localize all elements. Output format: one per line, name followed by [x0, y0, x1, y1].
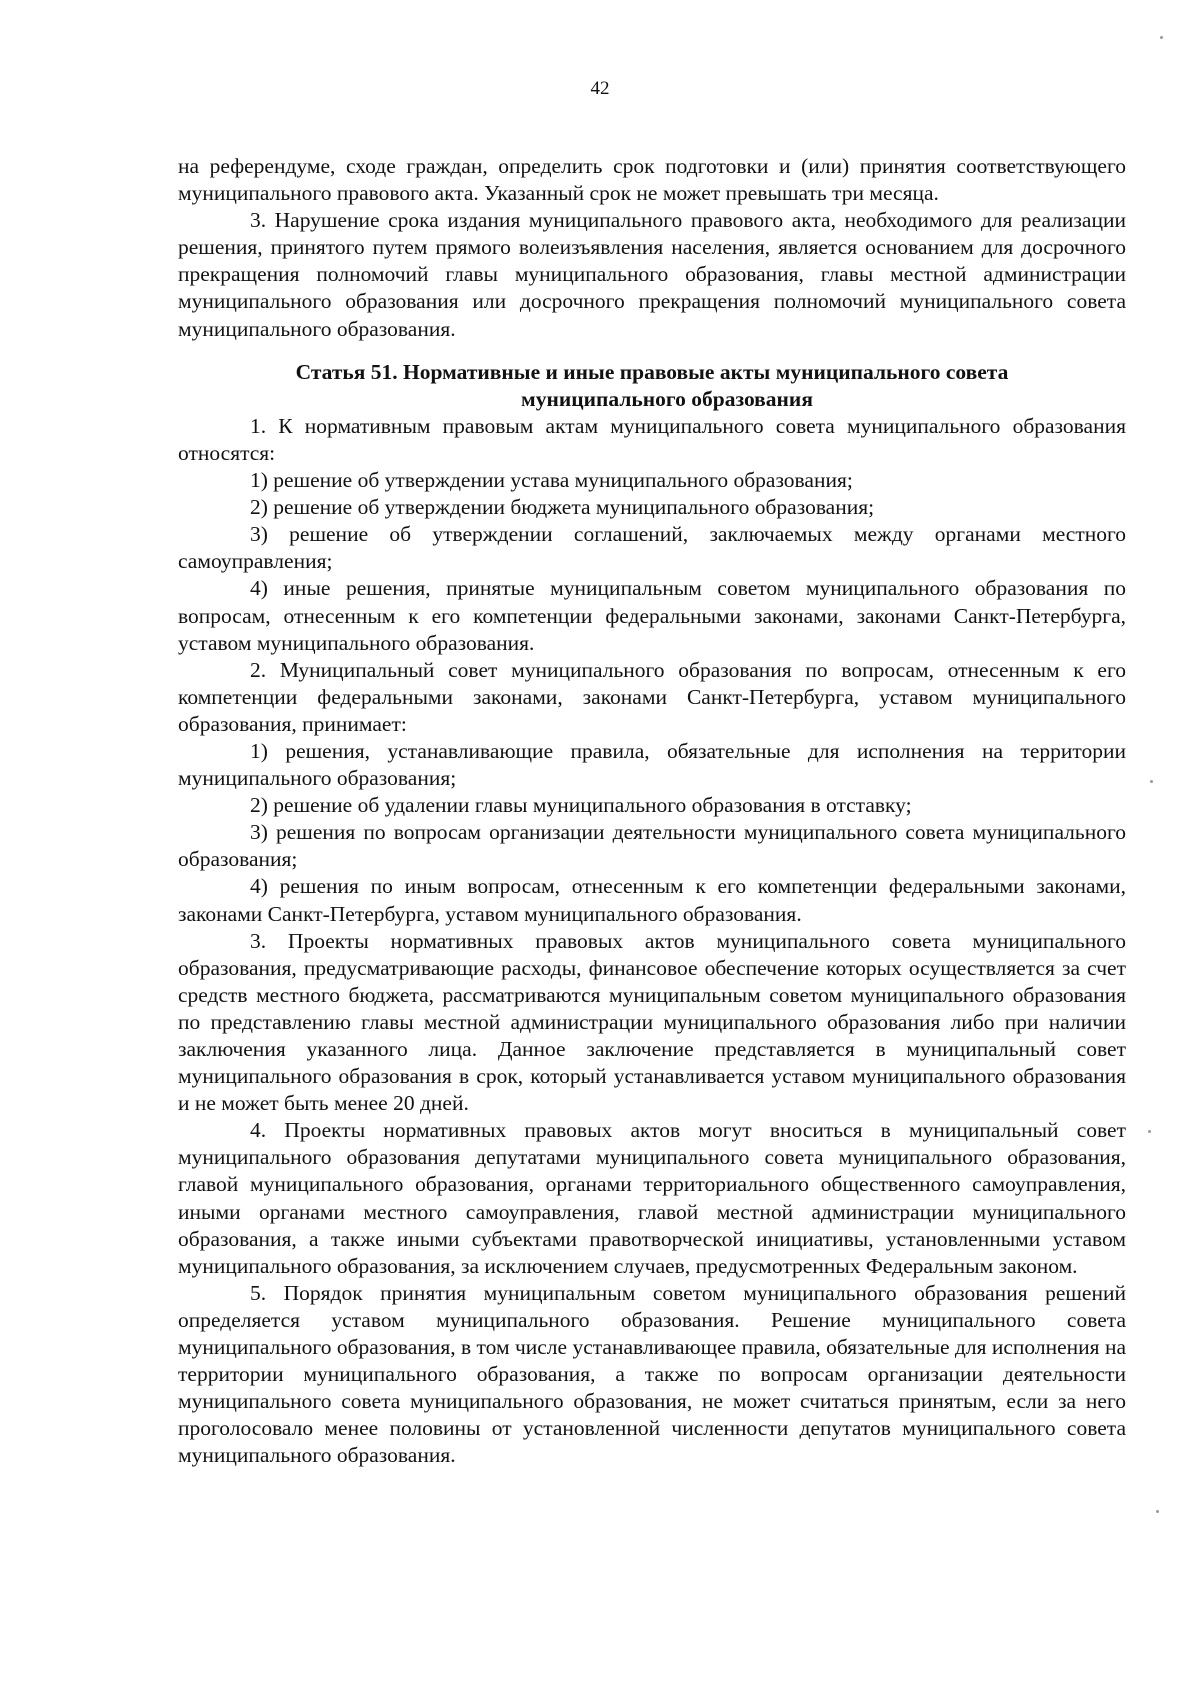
paragraph: 5. Порядок принятия муниципальным советом муниципального образования решений определяется уставом муниципального образования. Решение муниципального совета муниципального образования, в том числе устанавливающее правила, обязательные для исполнения на территории муниципального образования, а также по вопросам организации деятельности муниципального совета муниципального образования, не может считаться принятым, если за него проголосовало менее половины от установленной численности депутатов муниципального совета муниципального образования. — [178, 1280, 1126, 1468]
paragraph-continuation: на референдуме, сходе граждан, определить срок подготовки и (или) принятия соответствующего муниципального правового акта. Указанный срок не может превышать три месяца. — [178, 154, 1126, 206]
scan-speck — [1148, 1130, 1151, 1133]
paragraph: 2. Муниципальный совет муниципального образования по вопросам, отнесенным к его компетенции федеральными законами, законами Санкт-Петербурга, уставом муниципального образования, принимает: — [178, 657, 1126, 736]
list-item: 3) решения по вопросам организации деятельности муниципального совета муниципального образования; — [178, 820, 1126, 872]
article-title — [178, 359, 1126, 413]
list-item: 2) решение об удалении главы муниципального образования в отставку; — [250, 793, 912, 818]
scan-speck — [1156, 1510, 1159, 1513]
list-item: 2) решение об утверждении бюджета муниципального образования; — [250, 495, 875, 520]
article-title-line: муниципального образования — [521, 386, 813, 411]
document-body — [178, 153, 1126, 1470]
scan-speck — [1150, 780, 1153, 783]
list-item: 1) решения, устанавливающие правила, обязательные для исполнения на территории муниципального образования; — [178, 738, 1126, 791]
page-number: 42 — [590, 78, 610, 99]
list-item: 3) решение об утверждении соглашений, заключаемых между органами местного самоуправления; — [178, 522, 1126, 574]
list-item: 4) решения по иным вопросам, отнесенным к его компетенции федеральными законами, законами Санкт-Петербурга, уставом муниципального образования. — [178, 874, 1126, 926]
list-item: 4) иные решения, принятые муниципальным советом муниципального образования по вопросам, отнесенным к его компетенции федеральными законами, законами Санкт-Петербурга, уставом муниципального образования. — [178, 576, 1126, 655]
paragraph: 4. Проекты нормативных правовых актов могут вноситься в муниципальный совет муниципального образования депутатами муниципального совета муниципального образования, главой муниципального образования, органами территориального общественного самоуправления, иными органами местного самоуправления, главой местной администрации муниципального образования, а также иными субъектами правотворческой инициативы, установленными уставом муниципального образования, за исключением случаев, предусмотренных Федеральным законом. — [178, 1118, 1126, 1278]
scan-speck — [1160, 36, 1163, 39]
paragraph: 3. Проекты нормативных правовых актов муниципального совета муниципального образования, предусматривающие расходы, финансовое обеспечение которых осуществляется за счет средств местного бюджета, рассматриваются муниципальным советом муниципального образования по представлению главы местной администрации муниципального образования либо при наличии заключения указанного лица. Данное заключение представляется в муниципальный совет муниципального образования в срок, который устанавливается уставом муниципального образования и не может быть менее 20 дней. — [178, 928, 1126, 1116]
article-title-line: Статья 51. Нормативные и иные правовые акты муниципального совета — [295, 359, 1009, 384]
list-item: 1) решение об утверждении устава муниципального образования; — [250, 468, 853, 493]
paragraph: 1. К нормативным правовым актам муниципального совета муниципального образования относятся: — [178, 413, 1126, 465]
paragraph: 3. Нарушение срока издания муниципального правового акта, необходимого для реализации решения, принятого путем прямого волеизъявления населения, является основанием для досрочного прекращения полномочий главы муниципального образования, главы местной администрации муниципального образования или досрочного прекращения полномочий муниципального совета муниципального образования. — [178, 208, 1126, 341]
